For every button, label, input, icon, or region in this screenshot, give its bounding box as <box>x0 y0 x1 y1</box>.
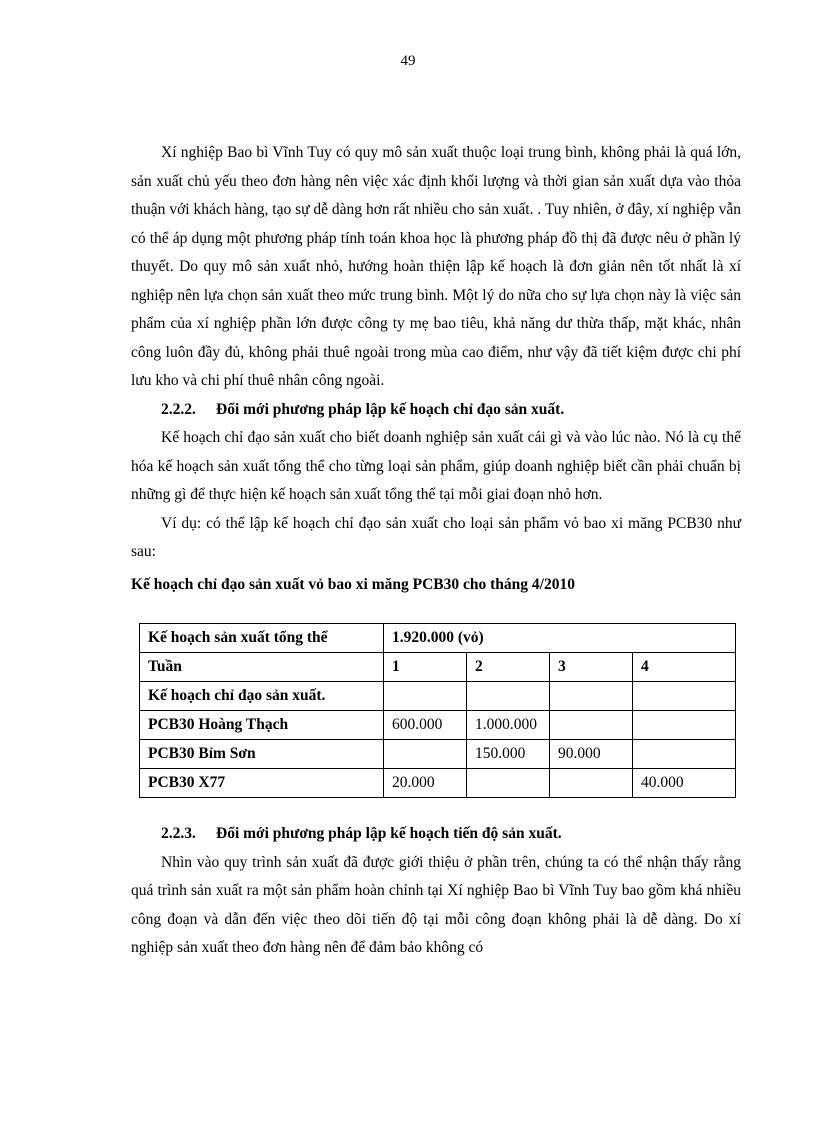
document-body <box>131 139 741 963</box>
product-name: PCB30 X77 <box>140 769 384 798</box>
cell-week-4 <box>633 711 736 740</box>
table-caption: Kế hoạch chỉ đạo sản xuất vỏ bao xi măng PCB30 cho tháng 4/2010 <box>131 575 575 593</box>
week-2: 2 <box>467 653 550 682</box>
section-title: Đổi mới phương pháp lập kế hoạch tiến độ sản xuất. <box>216 825 562 842</box>
cell-week-3: 90.000 <box>550 740 633 769</box>
total-plan-value: 1.920.000 (vỏ) <box>384 624 736 653</box>
week-1: 1 <box>384 653 467 682</box>
table-row <box>140 624 736 653</box>
section-heading-2-2-2 <box>131 396 741 425</box>
week-4: 4 <box>633 653 736 682</box>
cell-week-1 <box>384 740 467 769</box>
week-label: Tuần <box>140 653 384 682</box>
table-row <box>140 711 736 740</box>
table-row <box>140 769 736 798</box>
production-plan-table <box>139 623 736 798</box>
page-number: 49 <box>400 53 416 69</box>
cell-week-2: 1.000.000 <box>467 711 550 740</box>
cell-week-1: 20.000 <box>384 769 467 798</box>
paragraph-schedule-plan: Nhìn vào quy trình sản xuất đã được giới thiệu ở phần trên, chúng ta có thể nhận thấy rằng quá trình sản xuất ra một sản phẩm hoàn chỉnh tại Xí nghiệp Bao bì Vĩnh Tuy bao gồm khá nhiều công đoạn và dẫn đến việc theo dõi tiến độ tại mỗi công đoạn không phải là dễ dàng. Do xí nghiệp sản xuất theo đơn hàng nên để đảm bảo không có <box>131 853 741 956</box>
paragraph-directive-plan: Kế hoạch chỉ đạo sản xuất cho biết doanh nghiệp sản xuất cái gì và vào lúc nào. Nó là cụ thể hóa kế hoạch sản xuất tổng thể cho từng loại sản phẩm, giúp doanh nghiệp biết cần phải chuẩn bị những gì để thực hiện kế hoạch sản xuất tổng thể tại mỗi giai đoạn nhỏ hơn. <box>131 429 741 503</box>
empty-cell <box>550 682 633 711</box>
cell-week-3 <box>550 769 633 798</box>
week-3: 3 <box>550 653 633 682</box>
section-number: 2.2.2. <box>161 400 196 418</box>
cell-week-3 <box>550 711 633 740</box>
paragraph-production-scale: Xí nghiệp Bao bì Vĩnh Tuy có quy mô sản xuất thuộc loại trung bình, không phải là quá lớn, sản xuất chủ yếu theo đơn hàng nên việc xác định khối lượng và thời gian sản xuất dựa vào thỏa thuận với khách hàng, tạo sự dễ dàng hơn rất nhiều cho sản xuất. . Tuy nhiên, ở đây, xí nghiệp vẫn có thể áp dụng một phương pháp tính toán khoa học là phương pháp đồ thị đã được nêu ở phần lý thuyết. Do quy mô sản xuất nhỏ, hướng hoàn thiện lập kế hoạch là đơn giản nên tốt nhất là xí nghiệp nên lựa chọn sản xuất theo mức trung bình. Một lý do nữa cho sự lựa chọn này là việc sản phẩm của xí nghiệp phần lớn được công ty mẹ bao tiêu, khả năng dư thừa thấp, mặt khác, nhân công luôn đầy đủ, không phải thuê ngoài trong mùa cao điểm, như vậy đã tiết kiệm được chi phí lưu kho và chi phí thuê nhân công ngoài. <box>131 144 741 389</box>
empty-cell <box>633 682 736 711</box>
directive-plan-label: Kế hoạch chỉ đạo sản xuất. <box>140 682 384 711</box>
product-name: PCB30 Bỉm Sơn <box>140 740 384 769</box>
section-number: 2.2.3. <box>161 825 196 842</box>
table-row <box>140 653 736 682</box>
empty-cell <box>467 682 550 711</box>
cell-week-1: 600.000 <box>384 711 467 740</box>
empty-cell <box>384 682 467 711</box>
cell-week-2: 150.000 <box>467 740 550 769</box>
total-plan-label: Kế hoạch sản xuất tổng thể <box>140 624 384 653</box>
product-name: PCB30 Hoàng Thạch <box>140 711 384 740</box>
section-heading-2-2-3 <box>131 820 741 849</box>
table-row <box>140 740 736 769</box>
cell-week-4: 40.000 <box>633 769 736 798</box>
paragraph-example: Ví dụ: có thể lập kế hoạch chỉ đạo sản xuất cho loại sản phẩm vỏ bao xi măng PCB30 như sau: <box>131 514 741 560</box>
cell-week-4 <box>633 740 736 769</box>
table-row <box>140 682 736 711</box>
cell-week-2 <box>467 769 550 798</box>
section-title: Đổi mới phương pháp lập kế hoạch chỉ đạo sản xuất. <box>216 400 565 418</box>
